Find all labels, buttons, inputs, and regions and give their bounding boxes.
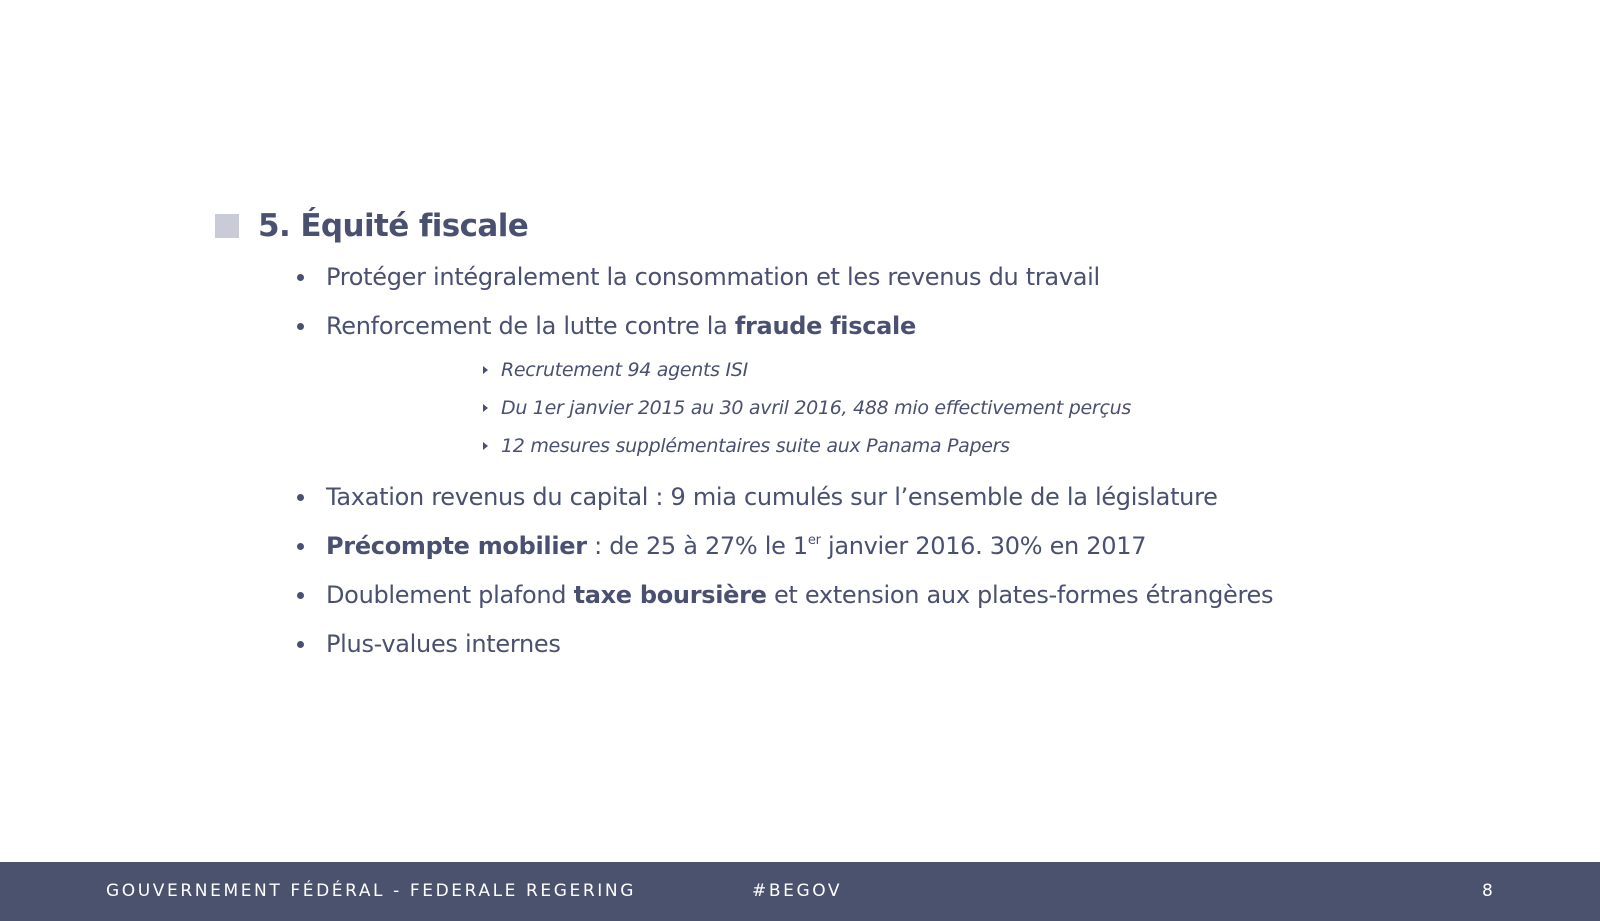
sub-item-text: Recrutement 94 agents ISI — [501, 359, 748, 381]
bullet-text-bold: Précompte mobilier — [326, 532, 587, 560]
section-heading — [215, 204, 1515, 248]
sub-item-text: Du 1er janvier 2015 au 30 avril 2016, 488 mio effectivement perçus — [501, 397, 1131, 419]
bullet-item-taxation-capital — [215, 473, 1515, 522]
footer-organization: GOUVERNEMENT FÉDÉRAL - FEDERALE REGERING — [106, 881, 636, 901]
bullet-dot-icon — [297, 274, 304, 281]
bullet-text-bold: taxe boursière — [573, 581, 767, 609]
triangle-bullet-icon — [483, 366, 488, 374]
bullet-item-taxe-boursiere — [215, 571, 1515, 620]
sub-item-recrutement — [326, 351, 1515, 389]
triangle-bullet-icon — [483, 442, 488, 450]
square-bullet-icon — [215, 214, 239, 238]
triangle-bullet-icon — [483, 404, 488, 412]
bullet-dot-icon — [297, 323, 304, 330]
bullet-dot-icon — [297, 592, 304, 599]
footer-bar — [0, 862, 1600, 921]
section-title: 5. Équité fiscale — [258, 208, 529, 244]
bullet-text-end: et extension aux plates-formes étrangères — [766, 581, 1274, 609]
bullet-item-precompte-mobilier — [215, 522, 1515, 571]
bullet-item-plus-values — [215, 620, 1515, 669]
bullet-text: Taxation revenus du capital : 9 mia cumulés sur l’ensemble de la législature — [326, 483, 1218, 511]
superscript-text: er — [807, 533, 821, 548]
sub-item-text: 12 mesures supplémentaires suite aux Panama Papers — [501, 435, 1010, 457]
bullet-dot-icon — [297, 641, 304, 648]
page-number: 8 — [1482, 881, 1493, 901]
bullet-item-protection-revenus — [215, 253, 1515, 302]
bullet-text: : de 25 à 27% le 1 — [586, 532, 808, 560]
bullet-text: Doublement plafond — [326, 581, 574, 609]
bullet-text-bold: fraude fiscale — [734, 312, 916, 340]
sub-bullet-list — [326, 351, 1515, 465]
bullet-text: Plus-values internes — [326, 630, 561, 658]
bullet-text-end: janvier 2016. 30% en 2017 — [820, 532, 1147, 560]
footer-hashtag: #BEGOV — [752, 881, 843, 901]
bullet-text: Renforcement de la lutte contre la — [326, 312, 735, 340]
bullet-list — [215, 253, 1515, 669]
sub-item-montant-percu — [326, 389, 1515, 427]
bullet-text: Protéger intégralement la consommation et les revenus du travail — [326, 263, 1100, 291]
bullet-dot-icon — [297, 543, 304, 550]
section-equite-fiscale — [215, 204, 1515, 669]
bullet-dot-icon — [297, 494, 304, 501]
bullet-item-fraude-fiscale — [215, 302, 1515, 465]
sub-item-panama-papers — [326, 427, 1515, 465]
